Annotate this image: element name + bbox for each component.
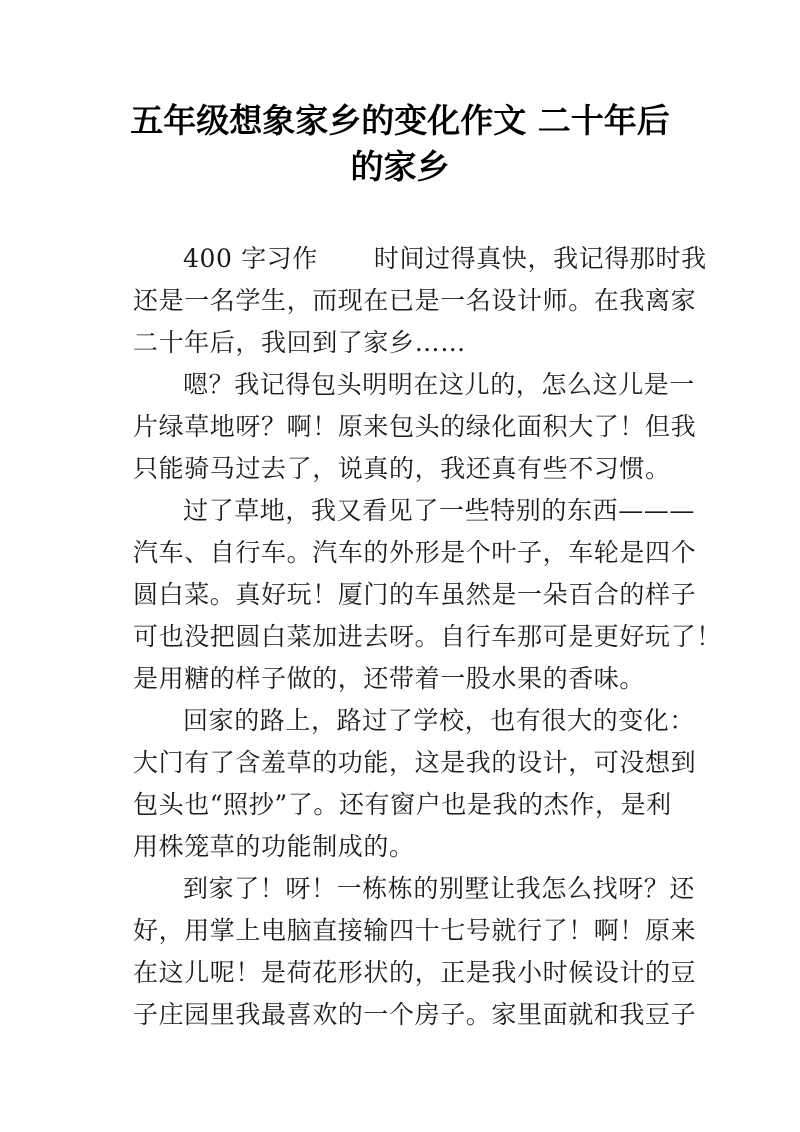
document-title — [100, 98, 700, 190]
paragraph-3 — [133, 490, 722, 700]
paragraph-line: 只能骑马过去了，说真的，我还真有些不习惯。 — [133, 454, 671, 483]
paragraph-line: 还是一名学生，而现在已是一名设计师。在我离家 — [133, 286, 697, 315]
paragraph-line: 是用糖的样子做的，还带着一股水果的香味。 — [133, 664, 646, 693]
essay-label: 400 字习作 — [183, 244, 318, 273]
paragraph-line: 回家的路上，路过了学校，也有很大的变化： — [183, 706, 696, 735]
paragraph-line: 过了草地，我又看见了一些特别的东西——— — [183, 496, 696, 525]
paragraph-1 — [133, 238, 707, 364]
paragraph-line: 嗯？我记得包头明明在这儿的，怎么这儿是一 — [183, 370, 696, 399]
title-line-2: 的家乡 — [350, 147, 450, 186]
paragraph-line: 包头也“照抄”了。还有窗户也是我的杰作，是利 — [133, 790, 672, 819]
paragraph-line: 到家了！呀！一栋栋的别墅让我怎么找呀？还 — [183, 874, 696, 903]
paragraph-line: 大门有了含羞草的功能，这是我的设计，可没想到 — [133, 748, 697, 777]
paragraph-line: 好，用掌上电脑直接输四十七号就行了！啊！原来 — [133, 916, 697, 945]
paragraph-line — [133, 238, 707, 280]
paragraph-line: 用株笼草的功能制成的。 — [133, 832, 415, 861]
paragraph-5 — [133, 868, 697, 1036]
title-line-1: 五年级想象家乡的变化作文 二十年后 — [130, 101, 670, 140]
line-text: 时间过得真快，我记得那时我 — [373, 244, 707, 273]
paragraph-line: 可也没把圆白菜加进去呀。自行车那可是更好玩了！ — [133, 622, 722, 651]
paragraph-4 — [133, 700, 697, 868]
paragraph-line: 汽车、自行车。汽车的外形是个叶子，车轮是四个 — [133, 538, 697, 567]
paragraph-line: 圆白菜。真好玩！厦门的车虽然是一朵百合的样子 — [133, 580, 697, 609]
paragraph-line: 二十年后，我回到了家乡…… — [133, 328, 466, 357]
paragraph-line: 在这儿呢！是荷花形状的，正是我小时候设计的豆 — [133, 958, 697, 987]
document-body — [133, 238, 722, 1036]
paragraph-line: 子庄园里我最喜欢的一个房子。家里面就和我豆子 — [133, 1000, 697, 1029]
paragraph-2 — [133, 364, 697, 490]
paragraph-line: 片绿草地呀？啊！原来包头的绿化面积大了！但我 — [133, 412, 697, 441]
